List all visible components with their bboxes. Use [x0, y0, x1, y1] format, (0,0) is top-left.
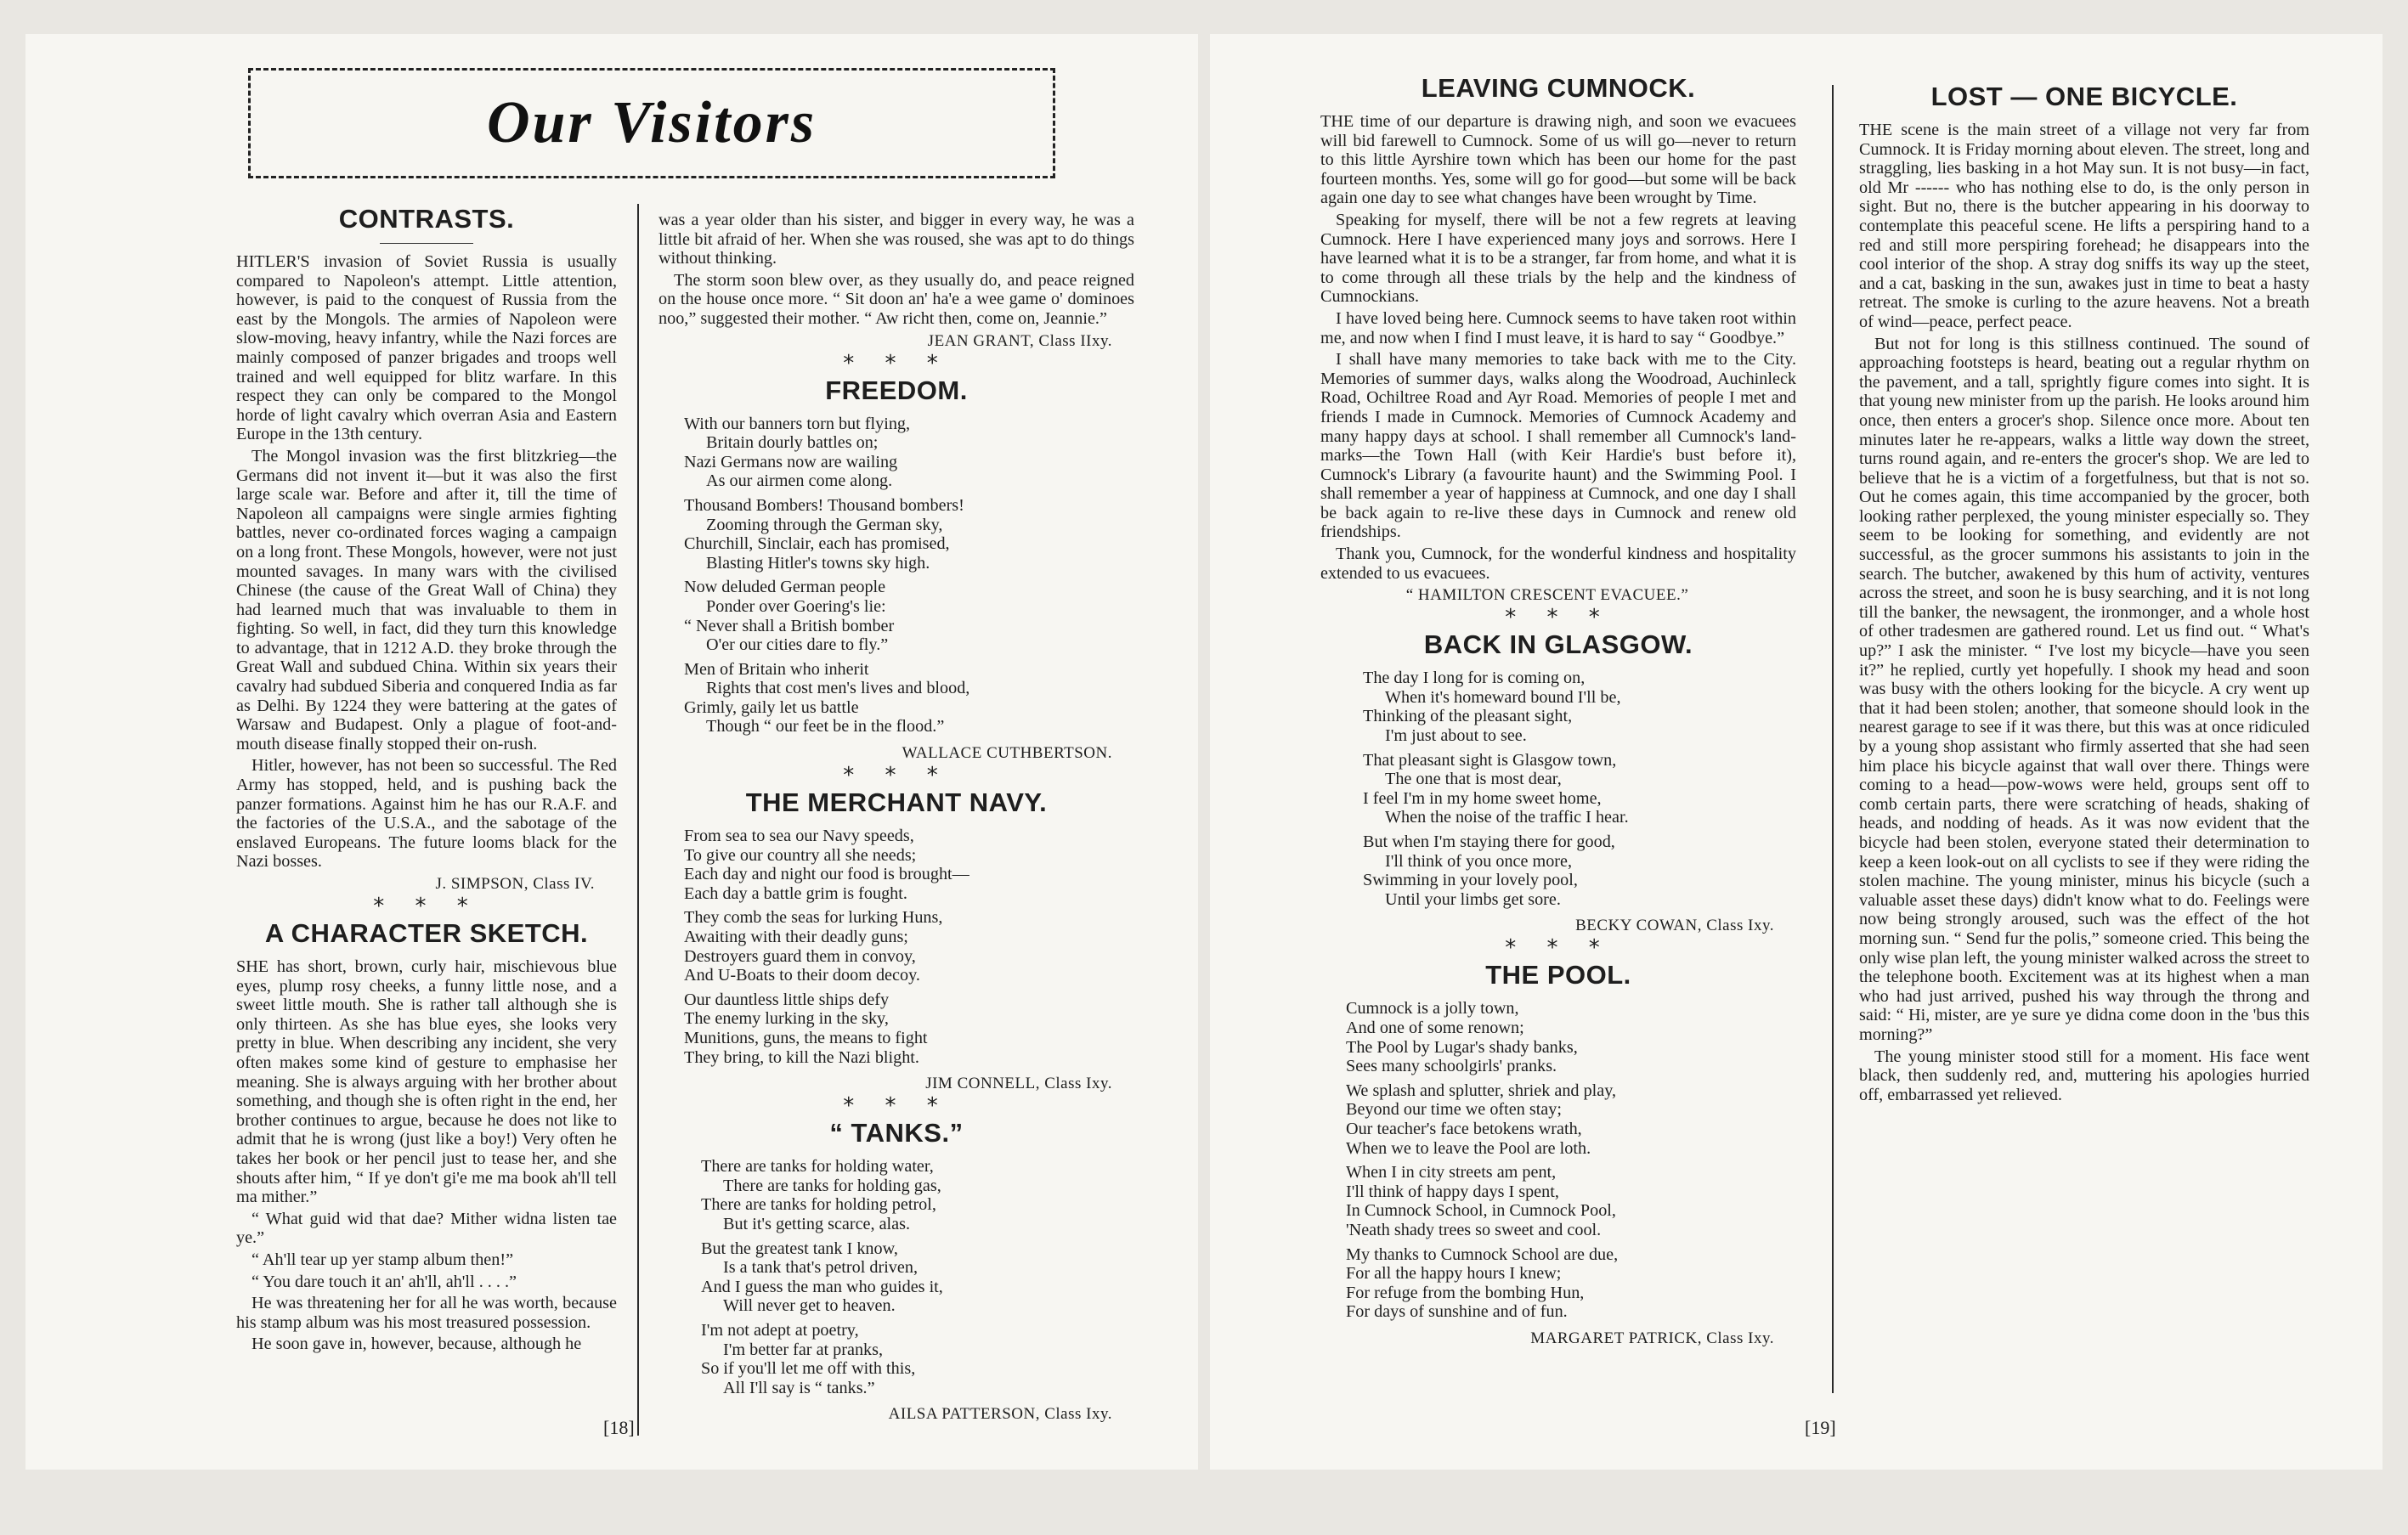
paragraph: Speaking for myself, there will be not a few regrets at leaving Cumnock. Here I have experienced many joys and sorrows. Here I have learned what it is to be a stranger, far from home, and what it is to come through all these trials by the help and the kindness of Cumnockians.: [1320, 210, 1796, 307]
poem-line: Zooming through the German sky,: [706, 515, 943, 534]
poem-line: From sea to sea our Navy speeds,: [684, 827, 914, 846]
section-divider: * * *: [843, 763, 950, 789]
poem-line: Rights that cost men's lives and blood,: [706, 679, 970, 698]
poem-line: That pleasant sight is Glasgow town,: [1363, 750, 1617, 770]
poem-line: Will never get to heaven.: [723, 1296, 896, 1316]
right-page: [1210, 34, 2383, 1470]
poem-line: The Pool by Lugar's shady banks,: [1346, 1037, 1578, 1057]
poem-line: So if you'll let me off with this,: [701, 1359, 916, 1379]
poem-line: I'm not adept at poetry,: [701, 1320, 859, 1340]
poem-line: For days of sunshine and of fun.: [1346, 1302, 1568, 1322]
poem-line: And U-Boats to their doom decoy.: [684, 966, 920, 985]
paragraph: Hitler, however, has not been so successful. The Red Army has stopped, held, and is pushing back the panzer formations. Against him he has our R.A.F. and the factories of the U.S.A., and the sabotage of the enslaved Europeans. The future looms black for the Nazi bosses.: [236, 756, 617, 872]
stanza: [701, 1239, 1134, 1316]
column-rule: [637, 204, 639, 1436]
stanza: [684, 990, 1134, 1067]
left-page: [25, 34, 1198, 1470]
stanza: [1346, 1245, 1796, 1322]
author-signature: J. SIMPSON, Class IV.: [435, 875, 595, 893]
poem-line: I'll think of happy days I spent,: [1346, 1182, 1559, 1201]
section-divider: * * *: [1505, 935, 1612, 962]
paragraph: I have loved being here. Cumnock seems to have taken root within me, and now when I find I must leave, it is hard to say “ Goodbye.”: [1320, 308, 1796, 347]
poem-line: And I guess the man who guides it,: [701, 1277, 943, 1296]
poem-line: Men of Britain who inherit: [684, 659, 869, 679]
poem-line: The enemy lurking in the sky,: [684, 1009, 889, 1029]
poem-title-freedom: FREEDOM.: [825, 375, 968, 405]
poem-line: There are tanks for holding petrol,: [701, 1195, 936, 1215]
poem-line: Munitions, guns, the means to fight: [684, 1029, 928, 1047]
article-title-contrasts: CONTRASTS.: [338, 204, 515, 234]
poem-line: Swimming in your lovely pool,: [1363, 871, 1578, 890]
poem-line: But when I'm staying there for good,: [1363, 832, 1615, 851]
poem-line: But the greatest tank I know,: [701, 1239, 898, 1258]
poem-merchant-navy: [659, 827, 1134, 1067]
poem-line: I'm better far at pranks,: [723, 1340, 884, 1359]
poem-line: For refuge from the bombing Hun,: [1346, 1283, 1585, 1302]
section-divider: * * *: [843, 350, 950, 376]
poem-line: Sees many schoolgirls' pranks.: [1346, 1057, 1557, 1076]
page-number: [19]: [1805, 1417, 1836, 1438]
poem-line: Thousand Bombers! Thousand bombers!: [684, 495, 964, 515]
poem-line: Awaiting with their deadly guns;: [684, 928, 908, 947]
paragraph: He was threatening her for all he was worth, because his stamp album was his most treasured possession.: [236, 1294, 617, 1332]
section-divider: * * *: [843, 1093, 950, 1120]
author-signature: MARGARET PATRICK, Class Ixy.: [1530, 1329, 1774, 1347]
poem-line: Britain dourly battles on;: [706, 433, 879, 453]
author-signature: JIM CONNELL, Class Ixy.: [925, 1075, 1112, 1093]
poem-line: Nazi Germans now are wailing: [684, 452, 898, 471]
poem-line: As our airmen come along.: [706, 471, 893, 491]
poem-line: Churchill, Sinclair, each has promised,: [684, 534, 950, 554]
poem-line: There are tanks for holding gas,: [723, 1176, 941, 1195]
paragraph: “ You dare touch it an' ah'll, ah'll . . . .”: [252, 1272, 517, 1291]
poem-line: Cumnock is a jolly town,: [1346, 999, 1519, 1019]
poem-line: Our teacher's face betokens wrath,: [1346, 1119, 1582, 1138]
poem-line: My thanks to Cumnock School are due,: [1346, 1244, 1619, 1264]
poem-title-the-pool: THE POOL.: [1485, 960, 1631, 990]
poem-line: Blasting Hitler's towns sky high.: [706, 553, 930, 573]
stanza: [684, 415, 1134, 491]
masthead-title: Our Visitors: [486, 90, 817, 155]
poem-line: Our dauntless little ships defy: [684, 990, 890, 1009]
paragraph: Thank you, Cumnock, for the wonderful kindness and hospitality extended to us evacuees.: [1320, 545, 1796, 583]
section-divider: * * *: [373, 894, 480, 919]
poem-line: Until your limbs get sore.: [1385, 889, 1561, 909]
stanza: [1346, 999, 1796, 1075]
stanza: [1346, 1163, 1796, 1239]
stanza: [684, 578, 1134, 654]
masthead-banner: [248, 68, 1055, 178]
poem-tanks: [659, 1157, 1134, 1397]
poem-line: Ponder over Goering's lie:: [706, 596, 886, 616]
poem-line: The day I long for is coming on,: [1363, 669, 1586, 688]
paragraph: The young minister stood still for a moment. His face went black, then suddenly red, and, muttering his apologies hurried off, embarrassed yet relieved.: [1859, 1047, 2309, 1104]
column-rule: [1832, 85, 1834, 1393]
stanza: [1363, 669, 1796, 745]
poem-line: When the noise of the traffic I hear.: [1385, 808, 1629, 827]
article-title-leaving-cumnock: LEAVING CUMNOCK.: [1421, 73, 1696, 103]
stanza: [684, 908, 1134, 985]
poem-line: I feel I'm in my home sweet home,: [1363, 788, 1602, 808]
poem-line: I'm just about to see.: [1385, 726, 1527, 746]
paragraph: THE scene is the main street of a village not very far from Cumnock. It is Friday morning about eleven. The street, long and straggling, lies basking in a hot May sun. It is not busy—in fact, old Mr ------ who has nothing else to do, is the only person in sight. But no, there is the butcher appearing in his doorway to contemplate this peaceful scene. He lifts a perspiring hand to a red and still more perspiring forehead; he disappears into the cool interior of the shop. A stray dog sniffs its way up the steet, and a cat, basking in the sun, awakes just in time to beat a hasty retreat. The smoke is curling to the azure heavens. Not a breath of wind—peace, perfect peace.: [1859, 121, 2309, 331]
stanza: [701, 1321, 1134, 1397]
poem-line: Thinking of the pleasant sight,: [1363, 707, 1573, 726]
stanza: [1363, 832, 1796, 909]
poem-line: 'Neath shady trees so sweet and cool.: [1346, 1220, 1602, 1239]
poem-line: They comb the seas for lurking Huns,: [684, 908, 943, 928]
author-signature: AILSA PATTERSON, Class Ixy.: [888, 1405, 1112, 1424]
poem-title-merchant-navy: THE MERCHANT NAVY.: [745, 787, 1048, 818]
author-signature: JEAN GRANT, Class IIxy.: [927, 331, 1112, 350]
paragraph: The Mongol invasion was the first blitzkrieg—the Germans did not invent it—but it was also the first large scale war. Before and after it, till the time of Napoleon all campaigns were single armies fighting battles, never co-ordinated forces waging a campaign on a long front. These Mongols, however, were not just mounted savages. In many wars with the civilised Chinese (the cause of the Great Wall of China) they had learned much that was invaluable to them in fighting. So well, in fact, did they turn this knowledge to advantage, that in 1212 A.D. they broke through the Great Wall and subdued China. Within six years their cavalry had subdued Siberia and conquered India as far as Delhi. By 1224 they were battering at the gates of Warsaw and Budapest. Only a plague of foot-and-mouth disease finally stopped their on-rush.: [236, 446, 617, 753]
poem-line: And one of some renown;: [1346, 1018, 1524, 1037]
paragraph: HITLER'S invasion of Soviet Russia is usually compared to Napoleon's attempt. Little attention, however, is paid to the conquest of Russia from the east by the Mongols. The armies of Napoleon were slow-moving, heavy infantry, while the Nazi forces are mainly composed of panzer brigades and troops well trained and well equipped for blitz warfare. In this respect they can only be compared to the Mongol horde of light cavalry which overran Asia and Eastern Europe in the 13th century.: [236, 252, 617, 444]
poem-line: For all the happy hours I knew;: [1346, 1264, 1562, 1284]
author-signature: “ HAMILTON CRESCENT EVACUEE.”: [1405, 586, 1689, 605]
poem-line: Destroyers guard them in convoy,: [684, 946, 916, 966]
author-signature: BECKY COWAN, Class Ixy.: [1575, 917, 1774, 935]
poem-line: Now deluded German people: [684, 578, 886, 597]
poem-line: The one that is most dear,: [1385, 770, 1562, 789]
stanza: [1363, 751, 1796, 827]
paragraph: “ What guid wid that dae? Mither widna listen tae ye.”: [236, 1209, 617, 1248]
poem-line: We splash and splutter, shriek and play,: [1346, 1081, 1617, 1100]
left-column-2: [659, 211, 1134, 1426]
page-number: [18]: [603, 1417, 635, 1438]
stanza: [684, 496, 1134, 573]
left-column-1: [236, 204, 617, 1357]
author-signature: WALLACE CUTHBERTSON.: [902, 744, 1112, 763]
poem-line: All I'll say is “ tanks.”: [723, 1378, 875, 1397]
right-column-1: [1320, 73, 1796, 1351]
article-title-lost-one-bicycle: LOST — ONE BICYCLE.: [1930, 82, 2238, 111]
poem-line: In Cumnock School, in Cumnock Pool,: [1346, 1201, 1616, 1221]
poem-line: With our banners torn but flying,: [684, 414, 911, 433]
poem-line: Beyond our time we often stay;: [1346, 1100, 1562, 1120]
poem-the-pool: [1320, 999, 1796, 1322]
poem-line: Each day a battle grim is fought.: [684, 883, 907, 903]
paragraph: The storm soon blew over, as they usually do, and peace reigned on the house once more. “ Sit doon an' ha'e a wee game o' dominoes noo,” suggested their mother. “ Aw richt then, come on, Jeannie.”: [659, 270, 1134, 328]
paragraph: THE time of our departure is drawing nigh, and soon we evacuees will bid farewell to Cumnock. Some of us will go—never to return to this little Ayrshire town which has been our home for the past fourteen months. Yes, some will go for good—but some will be back again one day to see what changes have been wrought by Time.: [1320, 112, 1796, 208]
poem-line: O'er our cities dare to fly.”: [706, 635, 889, 655]
poem-line: When it's homeward bound I'll be,: [1385, 687, 1621, 707]
section-divider: * * *: [1505, 605, 1612, 631]
poem-line: When I in city streets am pent,: [1346, 1163, 1557, 1182]
paragraph: SHE has short, brown, curly hair, mischievous blue eyes, plump rosy cheeks, a funny little nose, and a sweet little mouth. She is rather tall although she is only thirteen. As she has blue eyes, she looks very pretty in blue. When describing any incident, she very often makes some kind of gesture to emphasise her meaning. She is always arguing with her brother about something, and though she is often right in the end, her brother continues to argue, because he does not like to admit that he is wrong (just like a boy!) Very often he takes her book or her pencil just to tease her, and she shouts after him, “ If ye don't gi'e me ma book ah'll tell ma mither.”: [236, 957, 617, 1207]
poem-line: They bring, to kill the Nazi blight.: [684, 1047, 919, 1067]
stanza: [1346, 1081, 1796, 1158]
poem-line: Each day and night our food is brought—: [684, 865, 969, 884]
paragraph: I shall have many memories to take back with me to the City. Memories of summer days, walks along the Woodroad, Auchinleck Road, Ochiltree Road and Ayr Road. Memories of people I met and friends I made in Cumnock. Memories of Cumnock Academy and many happy days at school. I shall remember all Cumnock's land-marks—the Town Hall (with Keir Hardie's bust before it), Cumnock's Library (a favourite haunt) and the Swimming Pool. I shall remember a year of happiness at Cumnock, and one day I shall be back again to re-live these days in Cumnock and renew old friendships.: [1320, 350, 1796, 542]
paragraph: But not for long is this stillness continued. The sound of approaching footsteps is heard, beating out a regular rhythm on the pavement, and a tall, sprightly figure comes into sight. It is that young new minister from up the parish. He looks around him once, then enters a grocer's shop. Silence once more. About ten minutes later he re-appears, walks a little way down the street, turns round again, and re-enters the grocer's shop. We are led to believe that he is a victim of a forgetfulness, but that is not so. Out he comes again, this time accompanied by the grocer, both looking rather perplexed, the young minister especially so. They seem to be looking for something, and evidently are not successful, as the grocer summons his assistants to join in the search. The butcher, awakened by this hum of activity, ventures across the street, and soon he is busy searching, and it is not long till the banker, the newsagent, the ironmonger, and a whole host of other tradesmen are gathered round. Let us find out. “ What's up?” I ask the minister. “ I've lost my bicycle—have you seen it?” he replied, curtly yet hopefully. I shook my head and soon was busy with the others looking for the bicycle. A cry went up that it had been stolen; another, that someone should look in the nearest garage to see if it was there, but this was at once ridiculed by a young shop assistant who firmly asserted that she had seen him place his bicycle against that wall over there. Things were coming to a head—pow-wows were held, groups sent off to comb certain parts, there were scratching of heads, shaking of heads, and nodding of heads. As it was now evident that the bicycle had been stolen, everyone stated their determination to keep a keen look-out on all cyclists to see if they were riding the stolen machine. The young minister, minus his bicycle (such a valuable asset these days) didn't know what to do. Feelings were now being strongly aroused, such was the effect of the hot morning sun. “ Send fur the polis,” someone cried. This being the only wise plan left, the young minister walked across the street to the telephone booth. Excitement was at its highest when a man who had just arrived, pushed his way through the throng and said: “ Hi, mister, are ye sure ye didna come doon in the 'bus this morning?”: [1859, 334, 2310, 1044]
poem-line: When we to leave the Pool are loth.: [1346, 1138, 1591, 1158]
stanza: [684, 660, 1134, 736]
poem-title-back-in-glasgow: BACK IN GLASGOW.: [1423, 629, 1693, 660]
paragraph: He soon gave in, however, because, although he: [252, 1335, 582, 1354]
poem-line: Though “ our feet be in the flood.”: [706, 717, 945, 736]
poem-line: “ Never shall a British bomber: [684, 616, 895, 635]
poem-back-in-glasgow: [1320, 669, 1796, 909]
poem-freedom: [659, 415, 1134, 737]
stanza: [684, 827, 1134, 903]
right-column-2: [1859, 82, 2309, 1107]
poem-title-tanks: “ TANKS.”: [829, 1118, 964, 1148]
article-title-character-sketch: A CHARACTER SKETCH.: [264, 918, 589, 948]
stanza: [701, 1157, 1134, 1233]
paragraph: was a year older than his sister, and bigger in every way, he was a little bit afraid of her. When she was roused, she was apt to do things without thinking.: [659, 211, 1134, 268]
poem-line: There are tanks for holding water,: [701, 1157, 934, 1177]
paragraph: “ Ah'll tear up yer stamp album then!”: [252, 1250, 514, 1269]
poem-line: Grimly, gaily let us battle: [684, 697, 859, 717]
poem-line: To give our country all she needs;: [684, 845, 917, 865]
poem-line: I'll think of you once more,: [1385, 851, 1573, 871]
title-rule: [380, 243, 473, 244]
poem-line: Is a tank that's petrol driven,: [723, 1258, 919, 1278]
poem-line: But it's getting scarce, alas.: [723, 1214, 911, 1233]
